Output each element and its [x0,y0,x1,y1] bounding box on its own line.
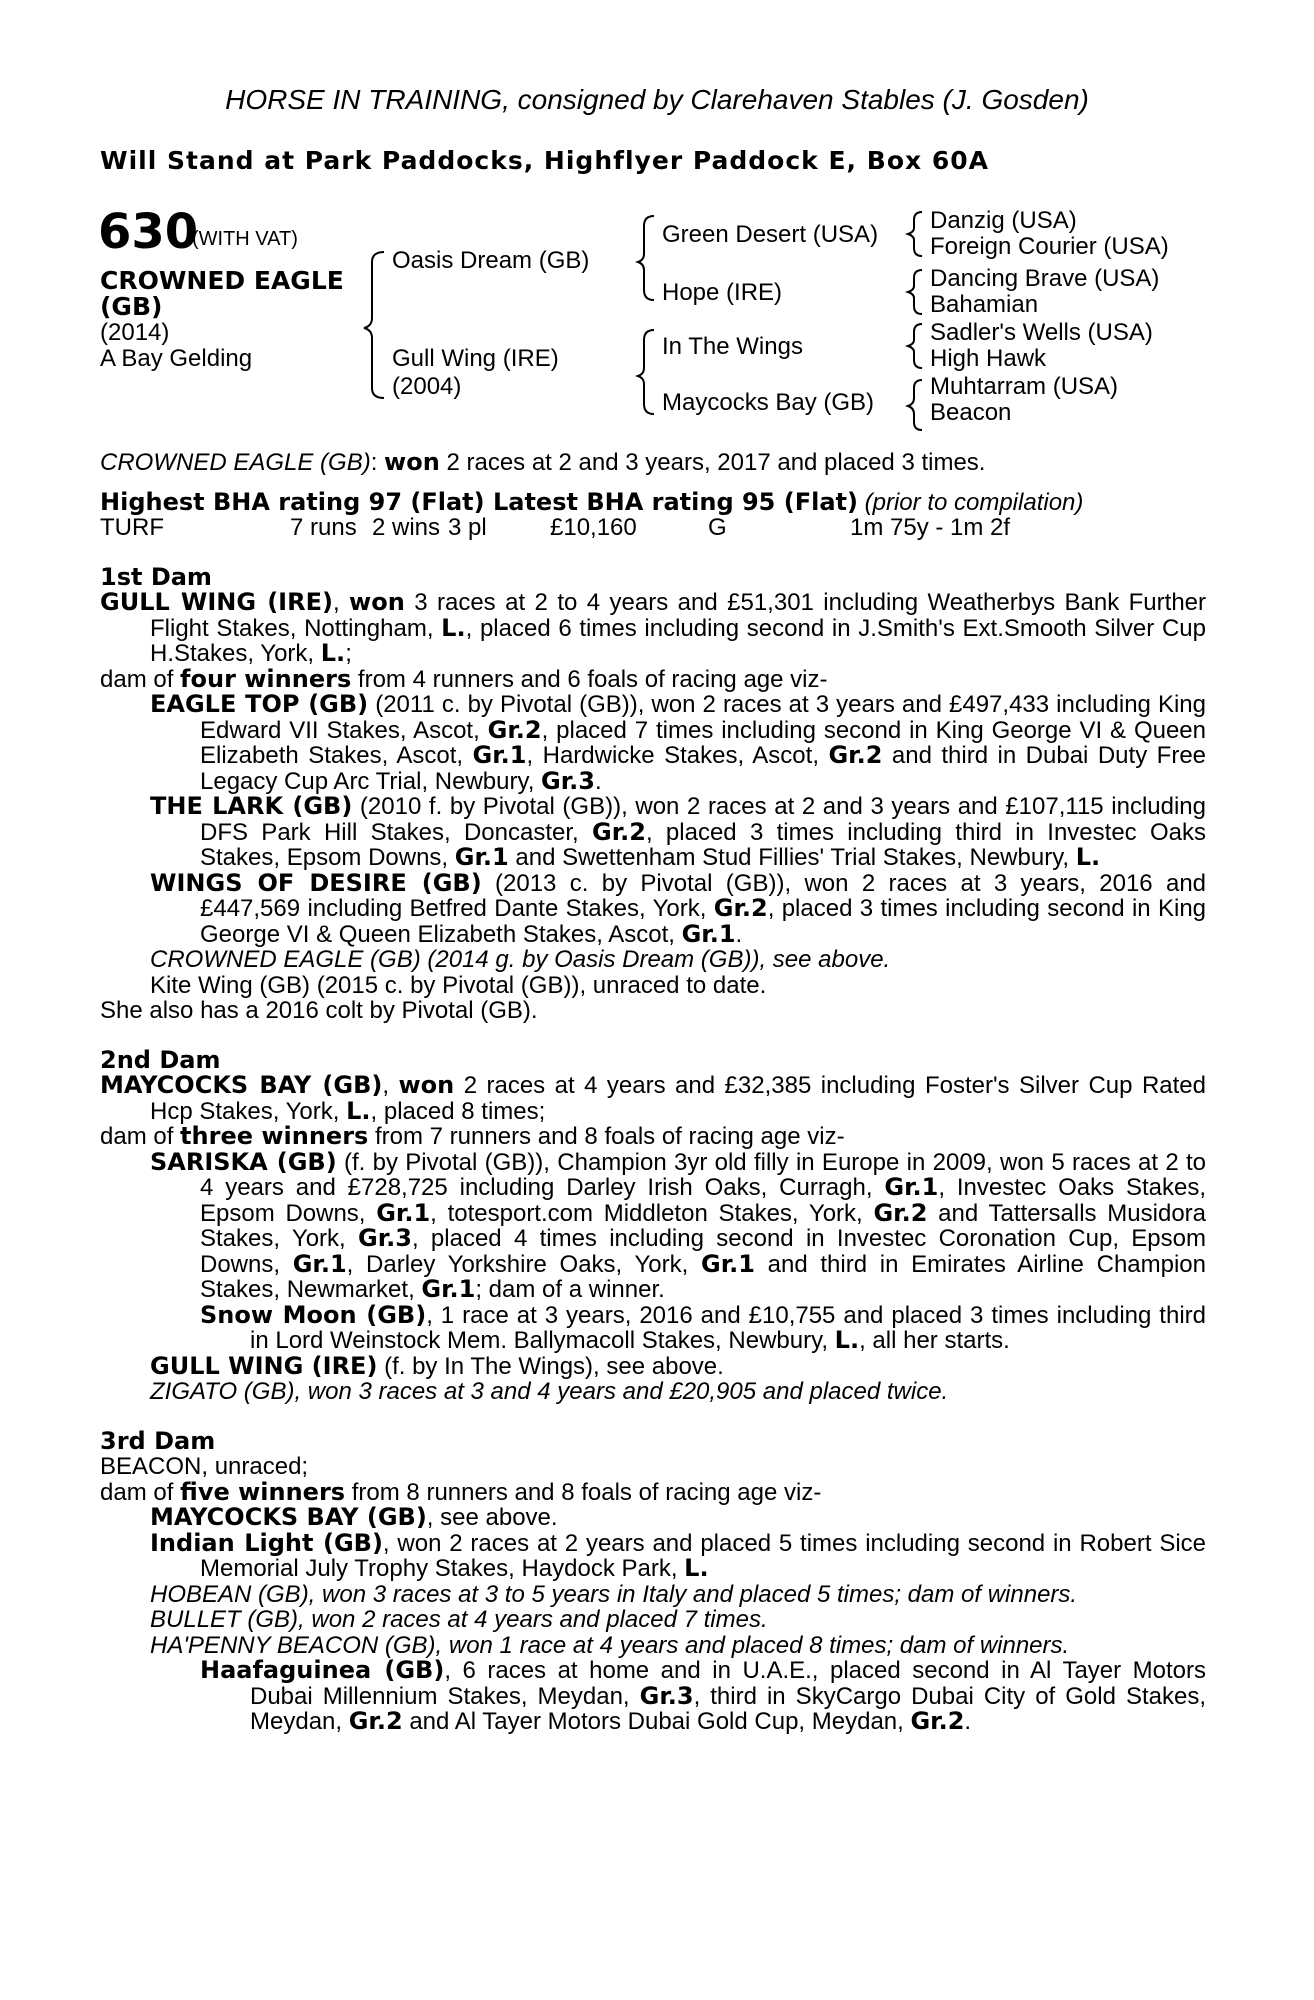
catalogue-body [100,450,1206,1735]
pedigree-dam-year: (2004) [392,373,462,400]
first-dam-also: She also has a 2016 colt by Pivotal (GB). [100,997,538,1024]
offspring-hapenny-beacon: HA'PENNY BEACON (GB), won 1 race at 4 years and placed 8 times; dam of winners. [150,1631,1070,1659]
offspring-sariska: SARISKA (GB) (f. by Pivotal (GB)), Champion 3yr old filly in Europe in 2009, won 5 races at 2 to 4 years and £728,725 including Darley Irish Oaks, Curragh, Gr.1, Investec Oaks Stakes, Epsom Downs, Gr.1, totesport.com Middleton Stakes, York, Gr.2 and Tattersalls Musidora Stakes, York, Gr.3, placed 4 times including second in Investec Coronation Cup, Epsom Downs, Gr.1, Darley Yorkshire Oaks, York, Gr.1 and third in Emirates Airline Champion Stakes, Newmarket, Gr.1; dam of a winner. [150,1147,1207,1303]
first-dam-record: GULL WING (IRE), won 3 races at 2 to 4 years and £51,301 including Weatherbys Bank Further Flight Stakes, Nottingham, L., placed 6 times including second in J.Smith's Ext.Smooth Silver Cup H.Stakes, York, L.; [100,588,1207,667]
pedigree-g4: Bahamian [930,291,1039,318]
pedigree-dam: Gull Wing (IRE) [392,345,559,372]
grand-offspring-haafaguinea: Haafaguinea (GB), 6 races at home and in U.A.E., placed second in Al Tayer Motors Dubai Millennium Stakes, Meydan, Gr.3, third in SkyCargo Dubai City of Gold Stakes, Meydan, Gr.2 and Al Tayer Motors Dubai Gold Cup, Meydan, Gr.2. [200,1656,1207,1735]
offspring-bullet: BULLET (GB), won 2 races at 4 years and placed 7 times. [150,1606,768,1633]
offspring-the-lark: THE LARK (GB) (2010 f. by Pivotal (GB)), won 2 races at 2 and 3 years and £107,115 including DFS Park Hill Stakes, Doncaster, Gr.2, placed 3 times including third in Investec Oaks Stakes, Epsom Downs, Gr.1 and Swettenham Stud Fillies' Trial Stakes, Newbury, L. [150,792,1206,871]
offspring-crowned-eagle: CROWNED EAGLE (GB) (2014 g. by Oasis Dream (GB)), see above. [150,946,891,973]
pedigree-g5: Sadler's Wells (USA) [930,319,1153,346]
pedigree-sire: Oasis Dream (GB) [392,247,590,274]
horse-year: (2014) [100,319,170,346]
second-dam-produce: dam of three winners from 7 runners and 8 foals of racing age viz- [100,1122,845,1150]
pedigree-dam-sire: In The Wings [662,333,803,360]
horse-name-line2: (GB) [100,292,163,321]
pedigree-g1: Danzig (USA) [930,207,1077,234]
offspring-eagle-top: EAGLE TOP (GB) (2011 c. by Pivotal (GB)), won 2 races at 3 years and £497,433 including King Edward VII Stakes, Ascot, Gr.2, placed 7 times including second in King George VI & Queen Elizabeth Stakes, Ascot, Gr.1, Hardwicke Stakes, Ascot, Gr.2 and third in Dubai Duty Free Legacy Cup Arc Trial, Newbury, Gr.3. [150,690,1207,795]
first-dam-heading: 1st Dam [100,562,212,591]
pedigree-sire-dam: Hope (IRE) [662,279,783,306]
horse-description: A Bay Gelding [100,345,253,372]
lot-number: 630 [98,204,199,260]
rating-line: Highest BHA rating 97 (Flat) Latest BHA rating 95 (Flat) (prior to compilation) [100,487,1084,516]
pedigree-g7: Muhtarram (USA) [930,373,1119,400]
pedigree-g2: Foreign Courier (USA) [930,233,1169,260]
stable-location: Will Stand at Park Paddocks, Highflyer Paddock E, Box 60A [100,146,989,175]
offspring-maycocks-bay: MAYCOCKS BAY (GB), see above. [150,1503,558,1531]
third-dam-heading: 3rd Dam [100,1426,216,1455]
horse-name-line1: CROWNED EAGLE [100,266,344,295]
race-summary: CROWNED EAGLE (GB): won 2 races at 2 and 3 years, 2017 and placed 3 times. [100,448,986,476]
second-dam-heading: 2nd Dam [100,1045,221,1074]
offspring-kite-wing: Kite Wing (GB) (2015 c. by Pivotal (GB)), unraced to date. [150,971,767,999]
offspring-hobean: HOBEAN (GB), won 3 races at 3 to 5 years in Italy and placed 5 times; dam of winners. [150,1580,1078,1608]
first-dam-produce: dam of four winners from 4 runners and 6 foals of racing age viz- [100,664,828,693]
turf-record: TURF 7 runs 2 wins 3 pl £10,160 G 1m 75y - 1m 2f [100,514,1011,541]
offspring-gull-wing: GULL WING (IRE) (f. by In The Wings), see above. [150,1351,724,1380]
catalogue-header: HORSE IN TRAINING, consigned by Clarehaven Stables (J. Gosden) [225,84,1089,115]
pedigree-g6: High Hawk [930,345,1047,372]
offspring-wings-of-desire: WINGS OF DESIRE (GB) (2013 c. by Pivotal (GB)), won 2 races at 3 years, 2016 and £447,569 including Betfred Dante Stakes, York, Gr.2, placed 3 times including second in King George VI & Queen Elizabeth Stakes, Ascot, Gr.1. [150,868,1207,948]
grand-offspring-snow-moon: Snow Moon (GB), 1 race at 3 years, 2016 and £10,755 and placed 3 times including third in Lord Weinstock Mem. Ballymacoll Stakes, Newbury, L., all her starts. [200,1300,1206,1354]
second-dam-record: MAYCOCKS BAY (GB), won 2 races at 4 years and £32,385 including Foster's Silver Cup Rated Hcp Stakes, York, L., placed 8 times; [100,1071,1206,1125]
pedigree-g8: Beacon [930,399,1012,426]
offspring-indian-light: Indian Light (GB), won 2 races at 2 years and placed 5 times including second in Robert Sice Memorial July Trophy Stakes, Haydock Park, L. [150,1528,1207,1582]
pedigree-g3: Dancing Brave (USA) [930,265,1160,292]
pedigree-sire-sire: Green Desert (USA) [662,221,879,248]
third-dam-produce: dam of five winners from 8 runners and 8 foals of racing age viz- [100,1477,822,1506]
pedigree-dam-dam: Maycocks Bay (GB) [662,389,875,416]
third-dam-record: BEACON, unraced; [100,1453,309,1480]
offspring-zigato: ZIGATO (GB), won 3 races at 3 and 4 years and £20,905 and placed twice. [150,1378,949,1405]
vat-note: (WITH VAT) [192,228,298,250]
